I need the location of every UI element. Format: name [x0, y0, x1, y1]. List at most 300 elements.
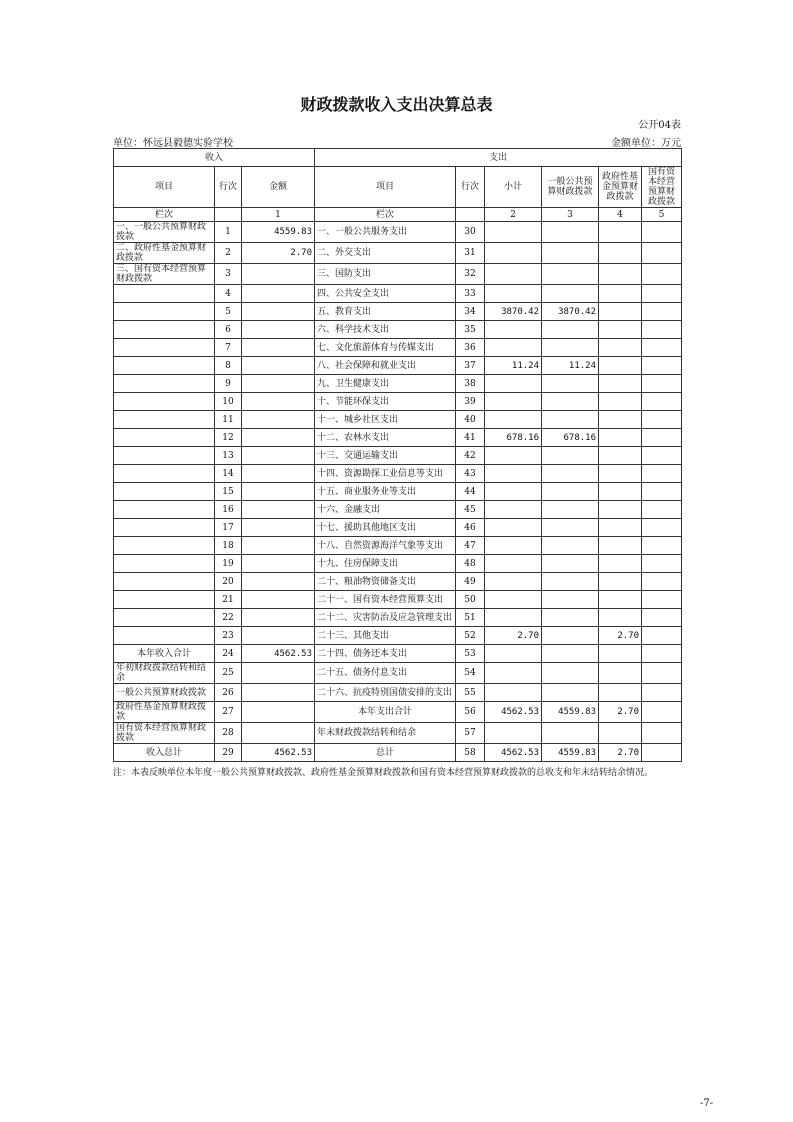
income-row-no: 2 [215, 243, 242, 264]
expense-row-no: 35 [456, 321, 485, 339]
income-amount: 2.70 [242, 243, 315, 264]
income-amount [242, 264, 315, 285]
income-item [114, 357, 215, 375]
expense-header: 支出 [315, 149, 682, 167]
expense-row-no: 40 [456, 411, 485, 429]
expense-row-no: 31 [456, 243, 485, 264]
income-item [114, 303, 215, 321]
expense-item: 二十二、灾害防治及应急管理支出 [315, 609, 456, 627]
subtotal-value [485, 393, 542, 411]
income-row-no: 5 [215, 303, 242, 321]
subtotal-value [485, 684, 542, 702]
general-budget-value [542, 591, 599, 609]
col-number: 4 [599, 208, 642, 222]
income-row-no: 17 [215, 519, 242, 537]
income-row-no: 23 [215, 627, 242, 645]
general-budget-value [542, 663, 599, 684]
expense-row-no: 44 [456, 483, 485, 501]
income-item [114, 591, 215, 609]
table-row [114, 222, 682, 243]
table-row [114, 303, 682, 321]
subtotal-value: 3870.42 [485, 303, 542, 321]
income-item [114, 519, 215, 537]
subtotal-value [485, 663, 542, 684]
subtotal-value [485, 465, 542, 483]
income-row-no: 7 [215, 339, 242, 357]
table-row [114, 243, 682, 264]
table-row [114, 744, 682, 762]
income-item [114, 627, 215, 645]
subtotal-value [485, 591, 542, 609]
expense-row-no: 37 [456, 357, 485, 375]
subtotal-value [485, 243, 542, 264]
income-amount [242, 429, 315, 447]
subtotal-value [485, 264, 542, 285]
general-budget-value [542, 723, 599, 744]
amount-unit-label: 金额单位：万元 [611, 138, 681, 149]
expense-item: 九、卫生健康支出 [315, 375, 456, 393]
general-budget-value [542, 555, 599, 573]
subtotal-value [485, 411, 542, 429]
general-budget-value [542, 264, 599, 285]
gov-fund-value [599, 501, 642, 519]
table-row [114, 285, 682, 303]
income-item [114, 465, 215, 483]
state-capital-value [642, 393, 682, 411]
subtotal-value [485, 723, 542, 744]
gov-fund-value [599, 339, 642, 357]
gov-fund-value [599, 243, 642, 264]
income-row-no: 10 [215, 393, 242, 411]
fiscal-summary-table [113, 148, 682, 762]
state-capital-value [642, 483, 682, 501]
income-amount [242, 285, 315, 303]
income-row-no: 21 [215, 591, 242, 609]
general-budget-value [542, 537, 599, 555]
income-row-no: 6 [215, 321, 242, 339]
expense-item: 年末财政拨款结转和结余 [315, 723, 456, 744]
col-number: 2 [485, 208, 542, 222]
state-capital-value [642, 684, 682, 702]
income-item: 一、一般公共预算财政拨款 [114, 222, 215, 243]
expense-row-no: 45 [456, 501, 485, 519]
subtotal-value [485, 483, 542, 501]
income-row-no: 11 [215, 411, 242, 429]
expense-item: 六、科学技术支出 [315, 321, 456, 339]
income-row-no: 14 [215, 465, 242, 483]
state-capital-value [642, 264, 682, 285]
gov-fund-value [599, 591, 642, 609]
income-amount [242, 627, 315, 645]
general-budget-value: 4559.83 [542, 744, 599, 762]
income-item: 二、政府性基金预算财政拨款 [114, 243, 215, 264]
general-budget-value: 3870.42 [542, 303, 599, 321]
table-row [114, 684, 682, 702]
table-row [114, 465, 682, 483]
general-budget-value [542, 627, 599, 645]
general-budget-value [542, 285, 599, 303]
income-row-no: 9 [215, 375, 242, 393]
income-item [114, 285, 215, 303]
general-budget-value [542, 411, 599, 429]
general-budget-value [542, 483, 599, 501]
table-row [114, 591, 682, 609]
income-amount: 4559.83 [242, 222, 315, 243]
state-capital-value [642, 555, 682, 573]
income-amount [242, 702, 315, 723]
gov-fund-value: 2.70 [599, 744, 642, 762]
income-row-no: 13 [215, 447, 242, 465]
income-amount [242, 501, 315, 519]
income-row-no: 4 [215, 285, 242, 303]
expense-row-no: 36 [456, 339, 485, 357]
general-budget-value [542, 609, 599, 627]
income-amount [242, 321, 315, 339]
subtotal-value: 4562.53 [485, 744, 542, 762]
expense-row-no: 46 [456, 519, 485, 537]
income-amount [242, 555, 315, 573]
subtotal-value [485, 375, 542, 393]
gov-fund-value [599, 723, 642, 744]
form-number: 公开04表 [638, 120, 681, 131]
income-item [114, 555, 215, 573]
income-amount [242, 357, 315, 375]
income-item [114, 375, 215, 393]
subtotal-value [485, 645, 542, 663]
income-amount [242, 591, 315, 609]
expense-item: 十六、金融支出 [315, 501, 456, 519]
general-budget-value [542, 321, 599, 339]
expense-item: 七、文化旅游体育与传媒支出 [315, 339, 456, 357]
table-row [114, 702, 682, 723]
income-row-no: 19 [215, 555, 242, 573]
income-row-no: 28 [215, 723, 242, 744]
expense-item: 十五、商业服务业等支出 [315, 483, 456, 501]
expense-item: 二十五、债务付息支出 [315, 663, 456, 684]
income-amount [242, 447, 315, 465]
gov-fund-value [599, 609, 642, 627]
expense-row-no: 30 [456, 222, 485, 243]
state-capital-value [642, 537, 682, 555]
general-budget-value: 678.16 [542, 429, 599, 447]
income-item [114, 537, 215, 555]
expense-row-no: 49 [456, 573, 485, 591]
expense-row-no: 52 [456, 627, 485, 645]
expense-row-no: 41 [456, 429, 485, 447]
expense-item: 二十一、国有资本经营预算支出 [315, 591, 456, 609]
state-capital-value [642, 447, 682, 465]
subtotal-value [485, 339, 542, 357]
subtotal-header: 小计 [485, 167, 542, 208]
gov-fund-value [599, 519, 642, 537]
table-row [114, 555, 682, 573]
income-row-no: 20 [215, 573, 242, 591]
income-item: 收入总计 [114, 744, 215, 762]
state-capital-value [642, 222, 682, 243]
expense-item-header: 项目 [315, 167, 456, 208]
state-capital-value [642, 501, 682, 519]
income-row-no: 25 [215, 663, 242, 684]
unit-label: 单位：怀远县毅德实验学校 [113, 138, 233, 149]
income-row-no: 15 [215, 483, 242, 501]
expense-item: 十七、援助其他地区支出 [315, 519, 456, 537]
subtotal-value [485, 537, 542, 555]
gov-fund-value [599, 684, 642, 702]
general-budget-value [542, 684, 599, 702]
income-amount [242, 465, 315, 483]
gov-fund-value [599, 555, 642, 573]
income-item [114, 393, 215, 411]
income-amount [242, 723, 315, 744]
subtotal-value: 678.16 [485, 429, 542, 447]
expense-row-no: 53 [456, 645, 485, 663]
table-row [114, 264, 682, 285]
table-row [114, 483, 682, 501]
state-capital-value [642, 375, 682, 393]
state-capital-value [642, 702, 682, 723]
state-capital-value [642, 519, 682, 537]
gov-fund-value: 2.70 [599, 627, 642, 645]
income-amount [242, 303, 315, 321]
expense-row-no: 33 [456, 285, 485, 303]
state-capital-value [642, 303, 682, 321]
gov-fund-value [599, 645, 642, 663]
general-budget-value [542, 501, 599, 519]
income-item: 年初财政拨款结转和结余 [114, 663, 215, 684]
income-amount-header: 金额 [242, 167, 315, 208]
table-row [114, 411, 682, 429]
gov-fund-value [599, 465, 642, 483]
income-item-header: 项目 [114, 167, 215, 208]
income-item: 三、国有资本经营预算财政拨款 [114, 264, 215, 285]
table-row [114, 663, 682, 684]
general-budget-value [542, 375, 599, 393]
expense-row-no: 51 [456, 609, 485, 627]
expense-item: 本年支出合计 [315, 702, 456, 723]
general-budget-value [542, 465, 599, 483]
expense-item: 一、一般公共服务支出 [315, 222, 456, 243]
table-row [114, 609, 682, 627]
income-amount: 4562.53 [242, 645, 315, 663]
income-row-no: 18 [215, 537, 242, 555]
general-budget-value [542, 339, 599, 357]
state-capital-value [642, 723, 682, 744]
general-budget-value: 11.24 [542, 357, 599, 375]
expense-row-no: 55 [456, 684, 485, 702]
subtotal-value [485, 447, 542, 465]
table-row [114, 501, 682, 519]
col-label: 栏次 [315, 208, 456, 222]
expense-item: 十二、农林水支出 [315, 429, 456, 447]
state-capital-value [642, 321, 682, 339]
col-number: 5 [642, 208, 682, 222]
state-capital-value [642, 645, 682, 663]
state-capital-value [642, 609, 682, 627]
expense-row-no: 50 [456, 591, 485, 609]
gov-fund-value [599, 285, 642, 303]
col-number: 3 [542, 208, 599, 222]
income-row-no: 1 [215, 222, 242, 243]
expense-item: 四、公共安全支出 [315, 285, 456, 303]
expense-item: 二十三、其他支出 [315, 627, 456, 645]
subtotal-value [485, 573, 542, 591]
table-note: 注：本表反映单位本年度一般公共预算财政拨款、政府性基金预算财政拨款和国有资本经营预算财政拨款的总收支和年末结转结余情况。 [113, 768, 654, 778]
gov-fund-value [599, 375, 642, 393]
gov-fund-header: 政府性基金预算财政拨款 [599, 167, 642, 208]
income-item [114, 429, 215, 447]
income-item [114, 483, 215, 501]
income-item: 政府性基金预算财政拨款 [114, 702, 215, 723]
expense-row-no: 43 [456, 465, 485, 483]
income-amount [242, 663, 315, 684]
income-row-no: 12 [215, 429, 242, 447]
expense-item: 十、节能环保支出 [315, 393, 456, 411]
income-row-no: 3 [215, 264, 242, 285]
state-capital-value [642, 591, 682, 609]
income-amount [242, 483, 315, 501]
income-item: 一般公共预算财政拨款 [114, 684, 215, 702]
income-item: 国有资本经营预算财政拨款 [114, 723, 215, 744]
gov-fund-value [599, 447, 642, 465]
expense-row-no: 48 [456, 555, 485, 573]
subtotal-value [485, 555, 542, 573]
income-amount [242, 411, 315, 429]
expense-row-no: 42 [456, 447, 485, 465]
table-row [114, 357, 682, 375]
gov-fund-value [599, 537, 642, 555]
subtotal-value [485, 501, 542, 519]
general-budget-value [542, 222, 599, 243]
income-amount [242, 609, 315, 627]
expense-item: 总计 [315, 744, 456, 762]
state-capital-value [642, 627, 682, 645]
state-capital-value [642, 285, 682, 303]
gov-fund-value [599, 393, 642, 411]
income-header: 收入 [114, 149, 315, 167]
expense-row-no: 56 [456, 702, 485, 723]
subtotal-value: 2.70 [485, 627, 542, 645]
gov-fund-value [599, 222, 642, 243]
expense-row-no: 32 [456, 264, 485, 285]
general-budget-value [542, 447, 599, 465]
state-capital-header: 国有资本经营预算财政拨款 [642, 167, 682, 208]
table-row [114, 447, 682, 465]
state-capital-value [642, 465, 682, 483]
income-amount [242, 339, 315, 357]
expense-row-no-header: 行次 [456, 167, 485, 208]
gov-fund-value [599, 429, 642, 447]
income-item [114, 573, 215, 591]
state-capital-value [642, 429, 682, 447]
gov-fund-value [599, 483, 642, 501]
gov-fund-value [599, 303, 642, 321]
table-row [114, 645, 682, 663]
state-capital-value [642, 744, 682, 762]
income-row-no: 22 [215, 609, 242, 627]
income-row-no: 29 [215, 744, 242, 762]
col-label: 栏次 [114, 208, 215, 222]
state-capital-value [642, 357, 682, 375]
general-budget-value [542, 645, 599, 663]
income-row-no: 27 [215, 702, 242, 723]
expense-item: 八、社会保障和就业支出 [315, 357, 456, 375]
subtotal-value [485, 222, 542, 243]
income-amount [242, 519, 315, 537]
state-capital-value [642, 573, 682, 591]
table-row [114, 321, 682, 339]
table-row [114, 429, 682, 447]
income-row-no: 8 [215, 357, 242, 375]
expense-item: 十四、资源勘探工业信息等支出 [315, 465, 456, 483]
income-item: 本年收入合计 [114, 645, 215, 663]
subtotal-value [485, 321, 542, 339]
income-row-no: 24 [215, 645, 242, 663]
gov-fund-value [599, 321, 642, 339]
expense-item: 十一、城乡社区支出 [315, 411, 456, 429]
income-amount [242, 573, 315, 591]
table-row [114, 393, 682, 411]
income-row-no: 26 [215, 684, 242, 702]
expense-item: 十三、交通运输支出 [315, 447, 456, 465]
income-amount [242, 537, 315, 555]
income-amount: 4562.53 [242, 744, 315, 762]
expense-row-no: 57 [456, 723, 485, 744]
income-amount [242, 393, 315, 411]
state-capital-value [642, 243, 682, 264]
table-row [114, 537, 682, 555]
income-item [114, 411, 215, 429]
expense-item: 三、国防支出 [315, 264, 456, 285]
table-row [114, 519, 682, 537]
income-item [114, 447, 215, 465]
income-item [114, 339, 215, 357]
expense-row-no: 54 [456, 663, 485, 684]
expense-row-no: 58 [456, 744, 485, 762]
general-budget-value [542, 243, 599, 264]
general-budget-value [542, 573, 599, 591]
gov-fund-value [599, 663, 642, 684]
state-capital-value [642, 663, 682, 684]
expense-item: 二十、粮油物资储备支出 [315, 573, 456, 591]
table-row [114, 375, 682, 393]
expense-item: 十八、自然资源海洋气象等支出 [315, 537, 456, 555]
expense-item: 十九、住房保障支出 [315, 555, 456, 573]
expense-row-no: 39 [456, 393, 485, 411]
income-item [114, 501, 215, 519]
income-row-no: 16 [215, 501, 242, 519]
expense-row-no: 34 [456, 303, 485, 321]
general-budget-value [542, 519, 599, 537]
subtotal-value [485, 609, 542, 627]
general-budget-value [542, 393, 599, 411]
gov-fund-value [599, 264, 642, 285]
state-capital-value [642, 411, 682, 429]
gov-fund-value [599, 357, 642, 375]
general-budget-header: 一般公共预算财政拨款 [542, 167, 599, 208]
gov-fund-value: 2.70 [599, 702, 642, 723]
subtotal-value: 11.24 [485, 357, 542, 375]
table-row [114, 573, 682, 591]
expense-row-no: 47 [456, 537, 485, 555]
gov-fund-value [599, 411, 642, 429]
income-item [114, 609, 215, 627]
col-number: 1 [242, 208, 315, 222]
subtotal-value [485, 285, 542, 303]
expense-item: 二、外交支出 [315, 243, 456, 264]
income-item [114, 321, 215, 339]
table-row [114, 339, 682, 357]
subtotal-value [485, 519, 542, 537]
